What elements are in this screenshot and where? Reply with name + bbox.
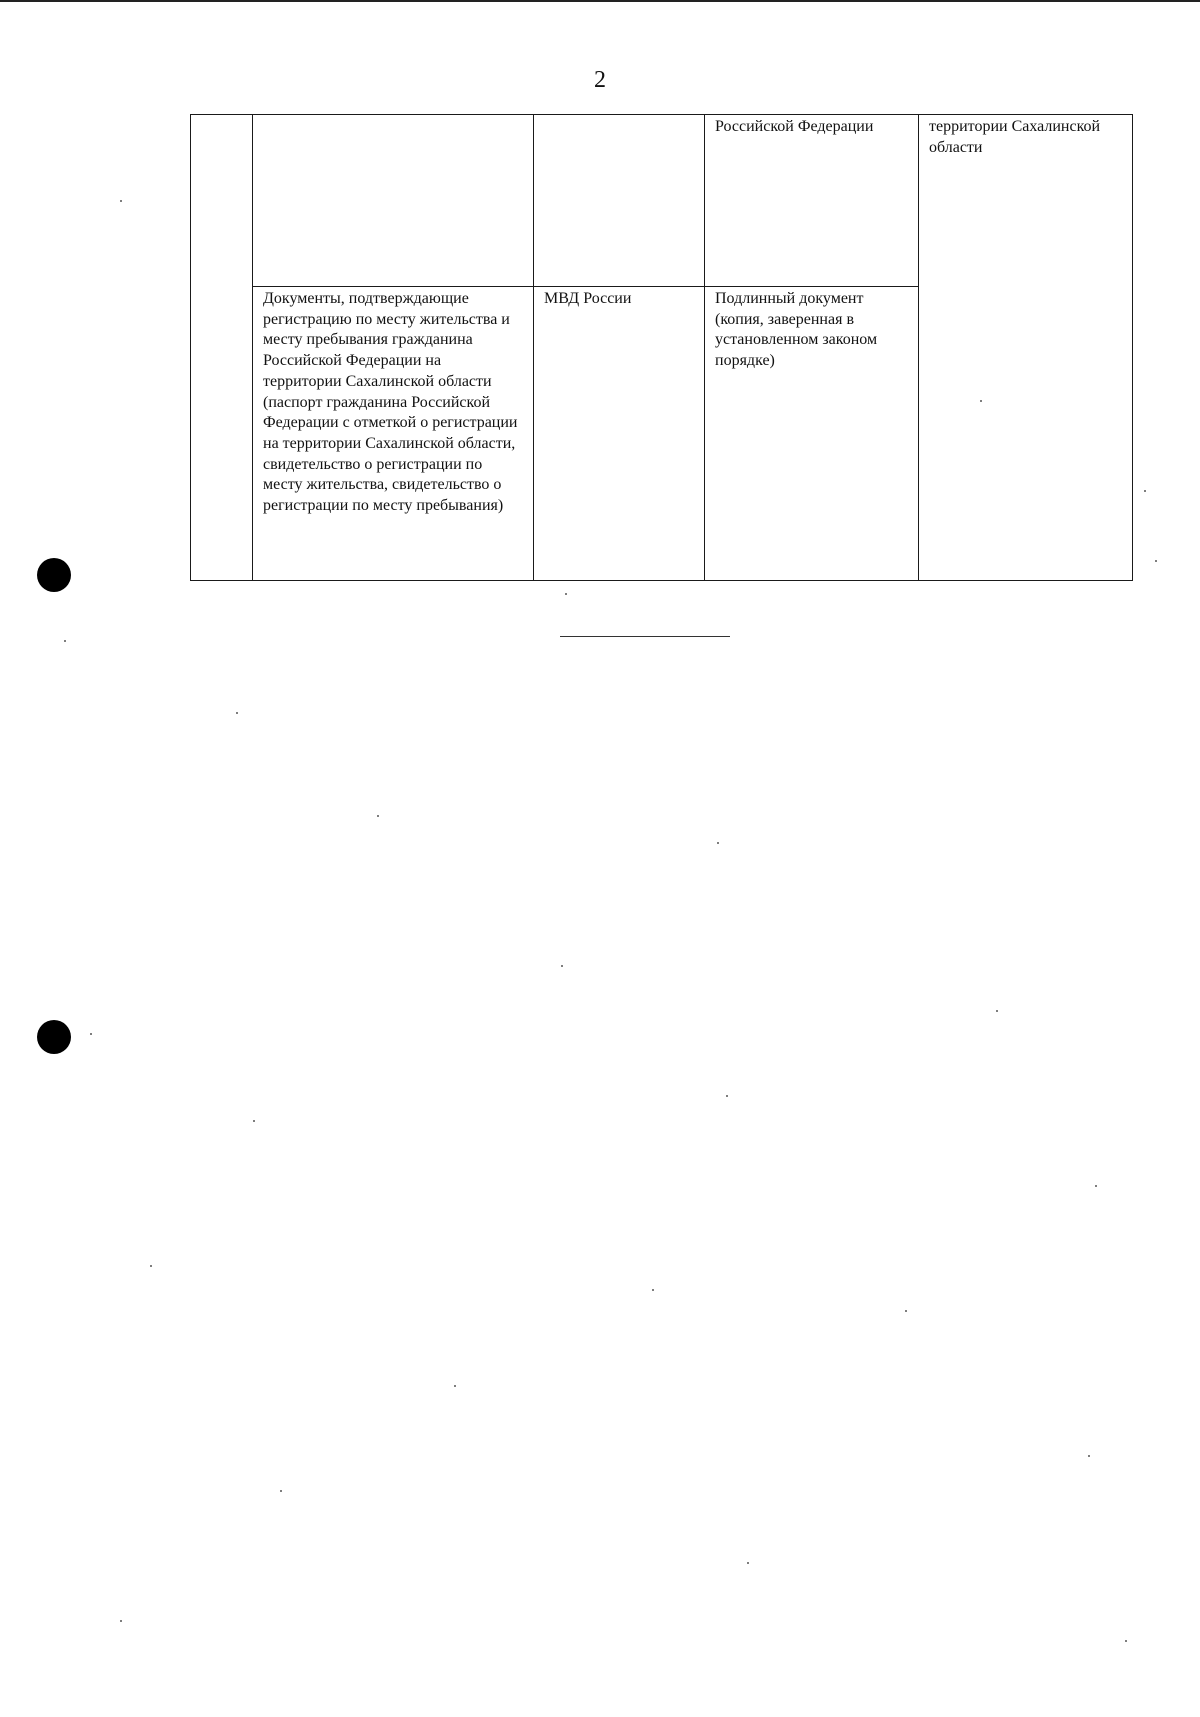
table-cell-agency: Российской Федерации [705, 115, 919, 287]
punch-hole [37, 1020, 71, 1054]
table-cell-number [191, 115, 253, 581]
documents-table [190, 114, 1133, 581]
table-cell-document: Документы, подтверждающие регистрацию по месту жительства и месту пребывания гражданина Российской Федерации на территории Сахалинской области (паспорт гражданина Российской Федерации с отметкой о регистрации на территории Сахалинской области, свидетельство о регистрации по месту жительства, свидетельство о регистрации по месту пребывания) [253, 287, 534, 581]
table-cell-form: Подлинный документ (копия, заверенная в установленном законом порядке) [705, 287, 919, 581]
table-cell-issuer: МВД России [534, 287, 705, 581]
page-number: 2 [594, 67, 606, 93]
end-separator-line [560, 636, 730, 637]
scan-top-edge [0, 0, 1200, 2]
table-cell-territory: территории Сахалинской области [919, 115, 1133, 581]
punch-hole [37, 558, 71, 592]
table-row [191, 115, 1133, 287]
table-cell-document [253, 115, 534, 287]
table-cell-issuer [534, 115, 705, 287]
